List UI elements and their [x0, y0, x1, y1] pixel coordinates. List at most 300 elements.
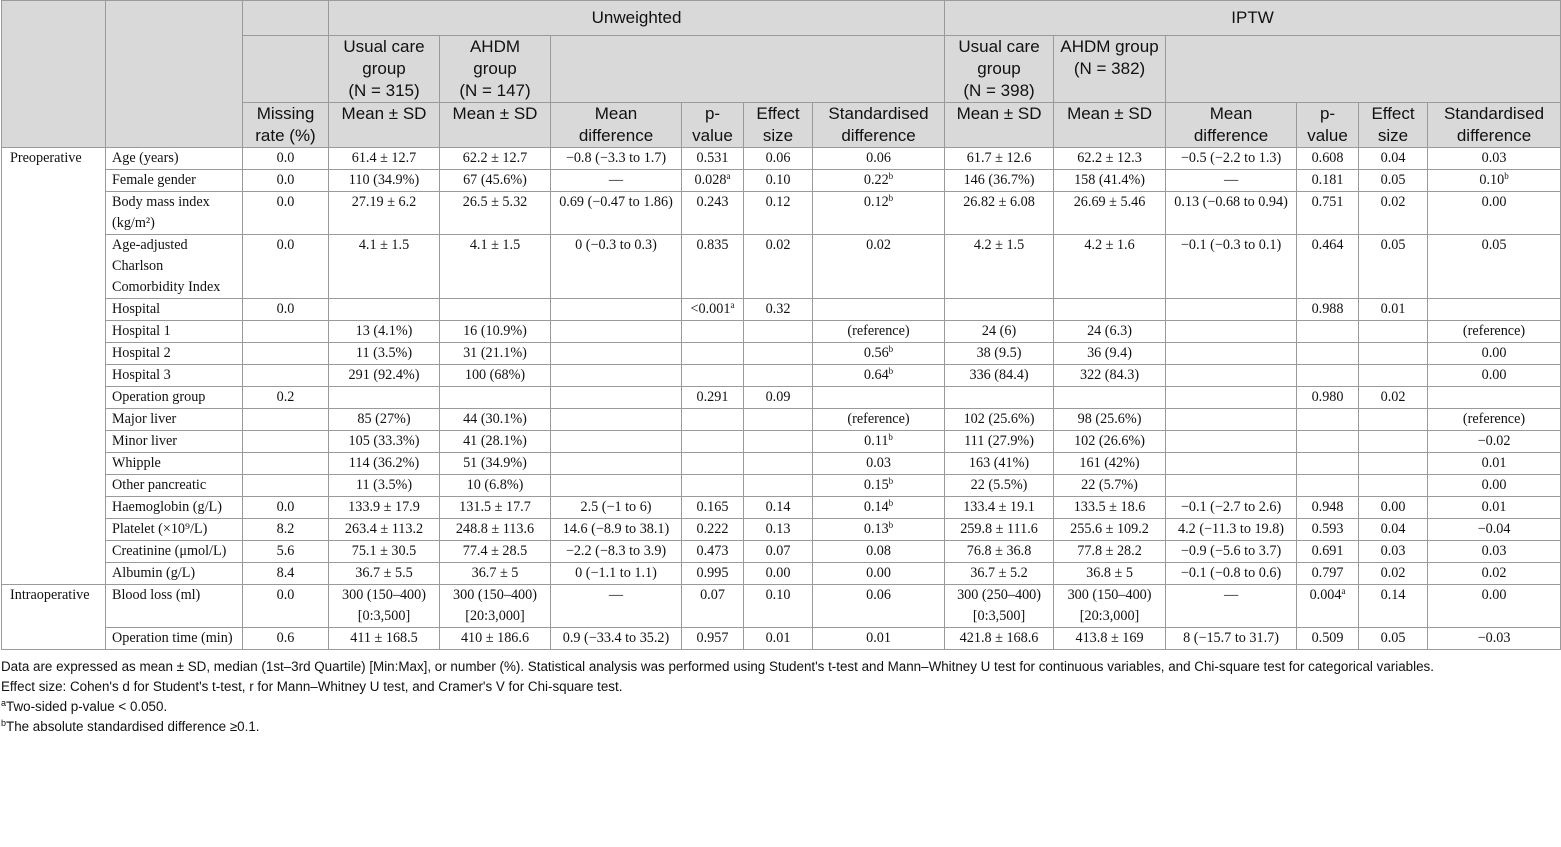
cell-p-value-iptw: [1297, 235, 1359, 299]
cell-std-diff-iptw: [1428, 453, 1561, 475]
cell-value: 0.15: [863, 477, 889, 493]
cell-usual-unweighted: [329, 148, 440, 170]
cell-usual-iptw: [945, 299, 1054, 321]
cell-value: —: [608, 587, 624, 603]
table-row: [2, 453, 1561, 475]
cell-value: 0.00: [1481, 367, 1507, 383]
cell-p-value-unweighted: [682, 585, 744, 628]
cell-std-diff-unweighted: [813, 497, 945, 519]
cell-value: 0.243: [696, 194, 729, 210]
header-empty-group: [2, 1, 106, 148]
table-row: [2, 563, 1561, 585]
cell-value: 0.291: [696, 389, 729, 405]
header-effect-size-iptw: Effect size: [1359, 103, 1428, 148]
cell-p-value-iptw: [1297, 628, 1359, 650]
cell-p-value-unweighted: [682, 431, 744, 453]
cell-value: −0.1 (−0.3 to 0.1): [1180, 237, 1282, 253]
table-row: [2, 235, 1561, 299]
cell-usual-iptw: [945, 628, 1054, 650]
cell-value: 0.06: [765, 150, 791, 166]
table-row: [2, 497, 1561, 519]
cell-missing-rate: [243, 148, 329, 170]
cell-usual-iptw: [945, 343, 1054, 365]
cell-value: 5.6: [276, 543, 295, 559]
cell-p-value-iptw: [1297, 409, 1359, 431]
cell-value: −2.2 (−8.3 to 3.9): [565, 543, 667, 559]
cell-usual-iptw: [945, 431, 1054, 453]
cell-ahdm-iptw: [1054, 475, 1166, 497]
cell-value: 0.988: [1311, 301, 1344, 317]
footnote-effect-size: Effect size: Cohen's d for Student's t-test, r for Mann–Whitney U test, and Cramer's V for Chi-square test.: [1, 679, 623, 694]
footnote-marker: a: [726, 171, 731, 181]
cell-ahdm-unweighted: [440, 519, 551, 541]
cell-effect-size-iptw: [1359, 192, 1428, 235]
cell-p-value-iptw: [1297, 541, 1359, 563]
cell-value: 300 (150–400) [20:3,000]: [453, 587, 537, 624]
cell-mean-diff-unweighted: [551, 519, 682, 541]
cell-value: 0.0: [276, 194, 295, 210]
cell-ahdm-iptw: [1054, 453, 1166, 475]
cell-std-diff-iptw: [1428, 628, 1561, 650]
variable-label: Creatinine (μmol/L): [106, 541, 243, 563]
cell-effect-size-iptw: [1359, 235, 1428, 299]
cell-mean-diff-unweighted: [551, 148, 682, 170]
cell-value: 0.2: [276, 389, 295, 405]
table-row: [2, 299, 1561, 321]
cell-std-diff-unweighted: [813, 453, 945, 475]
cell-mean-diff-iptw: [1166, 541, 1297, 563]
cell-value: 133.9 ± 17.9: [348, 499, 420, 515]
cell-value: 0.14: [765, 499, 791, 515]
cell-std-diff-iptw: [1428, 299, 1561, 321]
cell-p-value-iptw: [1297, 519, 1359, 541]
cell-value: 75.1 ± 30.5: [351, 543, 417, 559]
cell-value: 0.948: [1311, 499, 1344, 515]
cell-value: 248.8 ± 113.6: [455, 521, 535, 537]
cell-value: 36.8 ± 5: [1086, 565, 1133, 581]
cell-value: 0.10: [765, 172, 791, 188]
cell-std-diff-unweighted: [813, 585, 945, 628]
cell-missing-rate: [243, 453, 329, 475]
cell-value: 410 ± 186.6: [460, 630, 530, 646]
cell-mean-diff-iptw: [1166, 192, 1297, 235]
cell-mean-diff-iptw: [1166, 475, 1297, 497]
cell-usual-iptw: [945, 409, 1054, 431]
cell-value: −0.02: [1477, 433, 1511, 449]
cell-ahdm-unweighted: [440, 431, 551, 453]
variable-label: Other pancreatic: [106, 475, 243, 497]
cell-ahdm-iptw: [1054, 148, 1166, 170]
cell-std-diff-unweighted: [813, 365, 945, 387]
cell-value: 0.13 (−0.68 to 0.94): [1174, 194, 1288, 210]
cell-ahdm-unweighted: [440, 475, 551, 497]
variable-label: Hospital 3: [106, 365, 243, 387]
cell-missing-rate: [243, 192, 329, 235]
header-mean-difference-unweighted: Mean difference: [551, 103, 682, 148]
cell-value: 0.957: [696, 630, 729, 646]
cell-mean-diff-unweighted: [551, 628, 682, 650]
cell-p-value-iptw: [1297, 563, 1359, 585]
cell-value: 0.12: [765, 194, 791, 210]
cell-value: 4.1 ± 1.5: [469, 237, 521, 253]
cell-value: 2.5 (−1 to 6): [580, 499, 652, 515]
cell-value: 0.464: [1311, 237, 1344, 253]
cell-value: 0.32: [765, 301, 791, 317]
cell-value: 0.165: [696, 499, 729, 515]
footnote-a: [1, 697, 1561, 717]
cell-value: 131.5 ± 17.7: [459, 499, 531, 515]
cell-value: 0.0: [276, 587, 295, 603]
cell-effect-size-unweighted: [744, 475, 813, 497]
cell-value: 0.06: [866, 150, 891, 166]
cell-value: 0.03: [1481, 150, 1507, 166]
header-mean-sd-ahdm-iptw: Mean ± SD: [1054, 103, 1166, 148]
cell-effect-size-unweighted: [744, 541, 813, 563]
cell-value: 0.10: [765, 587, 791, 603]
cell-effect-size-iptw: [1359, 170, 1428, 192]
cell-value: 0.04: [1380, 150, 1406, 166]
cell-ahdm-iptw: [1054, 387, 1166, 409]
cell-value: 111 (27.9%): [964, 433, 1034, 449]
cell-effect-size-unweighted: [744, 148, 813, 170]
cell-value: 102 (25.6%): [963, 411, 1035, 427]
cell-mean-diff-unweighted: [551, 299, 682, 321]
variable-label: Operation time (min): [106, 628, 243, 650]
cell-usual-unweighted: [329, 475, 440, 497]
cell-p-value-iptw: [1297, 148, 1359, 170]
cell-effect-size-unweighted: [744, 497, 813, 519]
cell-value: 0.00: [1380, 499, 1406, 515]
cell-mean-diff-iptw: [1166, 563, 1297, 585]
cell-value: 0.69 (−0.47 to 1.86): [559, 194, 673, 210]
cell-value: 0.01: [1481, 499, 1507, 515]
footnote-marker: b: [888, 193, 894, 203]
variable-label: Albumin (g/L): [106, 563, 243, 585]
cell-std-diff-unweighted: [813, 563, 945, 585]
cell-value: 161 (42%): [1079, 455, 1140, 471]
cell-p-value-unweighted: [682, 343, 744, 365]
cell-value: 36 (9.4): [1087, 345, 1132, 361]
cell-usual-unweighted: [329, 343, 440, 365]
cell-value: 22 (5.7%): [1081, 477, 1138, 493]
cell-std-diff-unweighted: [813, 170, 945, 192]
cell-value: 36.7 ± 5: [471, 565, 519, 581]
cell-value: 0.222: [696, 521, 729, 537]
cell-value: 133.4 ± 19.1: [963, 499, 1035, 515]
cell-ahdm-iptw: [1054, 299, 1166, 321]
cell-value: 0.07: [700, 587, 725, 603]
cell-value: 77.8 ± 28.2: [1077, 543, 1142, 559]
cell-std-diff-iptw: [1428, 409, 1561, 431]
cell-value: 0.797: [1311, 565, 1344, 581]
cell-mean-diff-iptw: [1166, 497, 1297, 519]
cell-ahdm-unweighted: [440, 541, 551, 563]
baseline-characteristics-table: [1, 0, 1561, 650]
cell-value: 0.00: [1481, 587, 1507, 603]
header-effect-size-unweighted: Effect size: [744, 103, 813, 148]
cell-value: 11 (3.5%): [355, 477, 413, 493]
cell-value: 62.2 ± 12.7: [462, 150, 528, 166]
cell-mean-diff-unweighted: [551, 409, 682, 431]
cell-ahdm-unweighted: [440, 235, 551, 299]
cell-mean-diff-unweighted: [551, 343, 682, 365]
cell-value: 421.8 ± 168.6: [959, 630, 1039, 646]
table-row: [2, 628, 1561, 650]
cell-value: 114 (36.2%): [348, 455, 420, 471]
variable-label: Female gender: [106, 170, 243, 192]
cell-value: 4.2 ± 1.5: [973, 237, 1025, 253]
group-intraoperative: Intraoperative: [2, 585, 106, 650]
cell-std-diff-iptw: [1428, 497, 1561, 519]
cell-value: 300 (150–400) [0:3,500]: [342, 587, 426, 624]
cell-missing-rate: [243, 299, 329, 321]
cell-value: 0.09: [765, 389, 791, 405]
cell-value: 0.608: [1311, 150, 1344, 166]
cell-value: 0.02: [866, 237, 891, 253]
cell-value: 61.4 ± 12.7: [351, 150, 417, 166]
cell-value: 0.05: [1481, 237, 1507, 253]
cell-value: 0.07: [765, 543, 791, 559]
cell-mean-diff-unweighted: [551, 235, 682, 299]
footnote-marker: b: [888, 476, 894, 486]
footnote-marker: b: [888, 171, 894, 181]
footnote-marker: b: [888, 498, 894, 508]
cell-mean-diff-iptw: [1166, 628, 1297, 650]
cell-value: 85 (27%): [357, 411, 411, 427]
cell-value: 67 (45.6%): [463, 172, 527, 188]
cell-p-value-iptw: [1297, 192, 1359, 235]
variable-label: Hospital 1: [106, 321, 243, 343]
footnote-marker: b: [888, 366, 894, 376]
cell-mean-diff-iptw: [1166, 343, 1297, 365]
cell-ahdm-unweighted: [440, 321, 551, 343]
cell-value: 36.7 ± 5.2: [970, 565, 1028, 581]
table-row: [2, 321, 1561, 343]
cell-ahdm-unweighted: [440, 170, 551, 192]
cell-value: −0.1 (−0.8 to 0.6): [1180, 565, 1282, 581]
cell-p-value-unweighted: [682, 365, 744, 387]
cell-ahdm-iptw: [1054, 563, 1166, 585]
cell-value: 0.01: [1380, 301, 1406, 317]
cell-ahdm-iptw: [1054, 365, 1166, 387]
cell-ahdm-unweighted: [440, 148, 551, 170]
cell-value: 0.02: [1380, 194, 1406, 210]
variable-label: Operation group: [106, 387, 243, 409]
cell-std-diff-unweighted: [813, 475, 945, 497]
cell-value: 0.05: [1380, 237, 1406, 253]
cell-p-value-iptw: [1297, 431, 1359, 453]
cell-value: 133.5 ± 18.6: [1073, 499, 1146, 515]
footnote-marker: b: [888, 520, 894, 530]
cell-value: 0.01: [1481, 455, 1507, 471]
cell-effect-size-iptw: [1359, 541, 1428, 563]
cell-mean-diff-unweighted: [551, 541, 682, 563]
header-std-diff-iptw: Standardised difference: [1428, 103, 1561, 148]
cell-missing-rate: [243, 170, 329, 192]
cell-value: 0.03: [866, 455, 891, 471]
cell-p-value-iptw: [1297, 453, 1359, 475]
cell-ahdm-unweighted: [440, 453, 551, 475]
cell-usual-unweighted: [329, 299, 440, 321]
cell-value: 4.1 ± 1.5: [358, 237, 410, 253]
cell-value: 0.593: [1311, 521, 1344, 537]
cell-value: 0.08: [866, 543, 891, 559]
cell-ahdm-unweighted: [440, 343, 551, 365]
cell-effect-size-unweighted: [744, 235, 813, 299]
cell-value: 0.531: [696, 150, 729, 166]
cell-effect-size-unweighted: [744, 192, 813, 235]
cell-value: 44 (30.1%): [463, 411, 527, 427]
cell-value: 38 (9.5): [976, 345, 1022, 361]
cell-value: 24 (6.3): [1087, 323, 1132, 339]
cell-effect-size-iptw: [1359, 431, 1428, 453]
footnote-b-mark: b: [1, 718, 7, 728]
cell-p-value-iptw: [1297, 497, 1359, 519]
cell-effect-size-iptw: [1359, 563, 1428, 585]
cell-usual-unweighted: [329, 387, 440, 409]
cell-mean-diff-unweighted: [551, 563, 682, 585]
cell-value: 0.00: [1481, 345, 1507, 361]
cell-ahdm-unweighted: [440, 563, 551, 585]
cell-value: 263.4 ± 113.2: [344, 521, 424, 537]
cell-effect-size-unweighted: [744, 563, 813, 585]
table-row: [2, 541, 1561, 563]
cell-value: 163 (41%): [968, 455, 1030, 471]
cell-std-diff-iptw: [1428, 585, 1561, 628]
cell-value: 0.13: [765, 521, 791, 537]
cell-ahdm-unweighted: [440, 365, 551, 387]
cell-value: 0.01: [765, 630, 791, 646]
cell-value: 0.02: [1380, 389, 1406, 405]
cell-value: 51 (34.9%): [463, 455, 527, 471]
cell-std-diff-iptw: [1428, 192, 1561, 235]
cell-value: 76.8 ± 36.8: [966, 543, 1032, 559]
cell-value: 105 (33.3%): [348, 433, 420, 449]
header-empty-missing-2: [243, 36, 329, 103]
header-p-value-unweighted: p-value: [682, 103, 744, 148]
header-iptw: IPTW: [945, 1, 1561, 36]
cell-usual-unweighted: [329, 453, 440, 475]
cell-std-diff-iptw: [1428, 343, 1561, 365]
cell-usual-unweighted: [329, 170, 440, 192]
cell-value: 0.02: [1481, 565, 1507, 581]
cell-effect-size-iptw: [1359, 497, 1428, 519]
cell-ahdm-iptw: [1054, 321, 1166, 343]
cell-value: 0.181: [1311, 172, 1344, 188]
cell-usual-iptw: [945, 497, 1054, 519]
cell-value: <0.001: [690, 301, 731, 317]
table-row: [2, 409, 1561, 431]
cell-effect-size-unweighted: [744, 343, 813, 365]
cell-value: 0 (−1.1 to 1.1): [575, 565, 657, 581]
cell-std-diff-iptw: [1428, 519, 1561, 541]
cell-usual-iptw: [945, 148, 1054, 170]
cell-p-value-unweighted: [682, 475, 744, 497]
footnote-marker: b: [888, 344, 894, 354]
cell-missing-rate: [243, 519, 329, 541]
cell-value: 0.04: [1380, 521, 1406, 537]
cell-usual-iptw: [945, 170, 1054, 192]
cell-mean-diff-iptw: [1166, 235, 1297, 299]
cell-usual-iptw: [945, 387, 1054, 409]
cell-ahdm-unweighted: [440, 497, 551, 519]
cell-std-diff-unweighted: [813, 235, 945, 299]
cell-value: 0.995: [696, 565, 729, 581]
cell-value: 0.03: [1380, 543, 1406, 559]
cell-mean-diff-unweighted: [551, 431, 682, 453]
cell-p-value-unweighted: [682, 235, 744, 299]
cell-p-value-unweighted: [682, 387, 744, 409]
cell-mean-diff-unweighted: [551, 365, 682, 387]
table-row: [2, 343, 1561, 365]
cell-missing-rate: [243, 475, 329, 497]
cell-value: 413.8 ± 169: [1075, 630, 1144, 646]
cell-value: 0.13: [863, 521, 889, 537]
cell-mean-diff-unweighted: [551, 497, 682, 519]
cell-usual-iptw: [945, 475, 1054, 497]
cell-usual-iptw: [945, 192, 1054, 235]
cell-ahdm-unweighted: [440, 628, 551, 650]
cell-value: (reference): [847, 411, 910, 427]
variable-label: Hospital: [106, 299, 243, 321]
cell-value: 0.00: [1481, 194, 1507, 210]
cell-p-value-iptw: [1297, 170, 1359, 192]
cell-effect-size-unweighted: [744, 431, 813, 453]
cell-p-value-unweighted: [682, 453, 744, 475]
cell-std-diff-unweighted: [813, 343, 945, 365]
cell-value: 255.6 ± 109.2: [1070, 521, 1149, 537]
cell-std-diff-iptw: [1428, 541, 1561, 563]
cell-value: 0.56: [863, 345, 889, 361]
cell-value: −0.9 (−5.6 to 3.7): [1180, 543, 1282, 559]
cell-mean-diff-iptw: [1166, 453, 1297, 475]
cell-p-value-iptw: [1297, 321, 1359, 343]
cell-mean-diff-iptw: [1166, 321, 1297, 343]
cell-std-diff-iptw: [1428, 431, 1561, 453]
footnote-marker: a: [1341, 586, 1346, 596]
header-usual-care-unweighted: Usual care group (N = 315): [329, 36, 440, 103]
cell-value: 0.22: [863, 172, 889, 188]
footnote-marker: b: [1504, 171, 1509, 181]
cell-value: 0.12: [863, 194, 889, 210]
cell-value: —: [608, 172, 624, 188]
header-empty-iptw-stats: [1166, 36, 1561, 103]
cell-value: 0.980: [1311, 389, 1344, 405]
cell-mean-diff-iptw: [1166, 387, 1297, 409]
table-body: [2, 148, 1561, 650]
cell-ahdm-iptw: [1054, 519, 1166, 541]
cell-value: 0 (−0.3 to 0.3): [575, 237, 657, 253]
cell-effect-size-unweighted: [744, 519, 813, 541]
cell-effect-size-iptw: [1359, 321, 1428, 343]
cell-p-value-unweighted: [682, 519, 744, 541]
cell-effect-size-iptw: [1359, 519, 1428, 541]
table-footnotes: [0, 650, 1561, 737]
cell-value: 0.02: [1380, 565, 1406, 581]
cell-value: 0.10: [1479, 172, 1505, 188]
cell-value: 13 (4.1%): [355, 323, 413, 339]
cell-usual-unweighted: [329, 628, 440, 650]
cell-ahdm-iptw: [1054, 192, 1166, 235]
cell-std-diff-iptw: [1428, 387, 1561, 409]
cell-p-value-unweighted: [682, 170, 744, 192]
variable-label: Platelet (×10⁹/L): [106, 519, 243, 541]
cell-mean-diff-iptw: [1166, 299, 1297, 321]
cell-std-diff-unweighted: [813, 387, 945, 409]
footnote-marker: a: [730, 300, 735, 310]
cell-value: 0.835: [696, 237, 729, 253]
table-row: [2, 192, 1561, 235]
